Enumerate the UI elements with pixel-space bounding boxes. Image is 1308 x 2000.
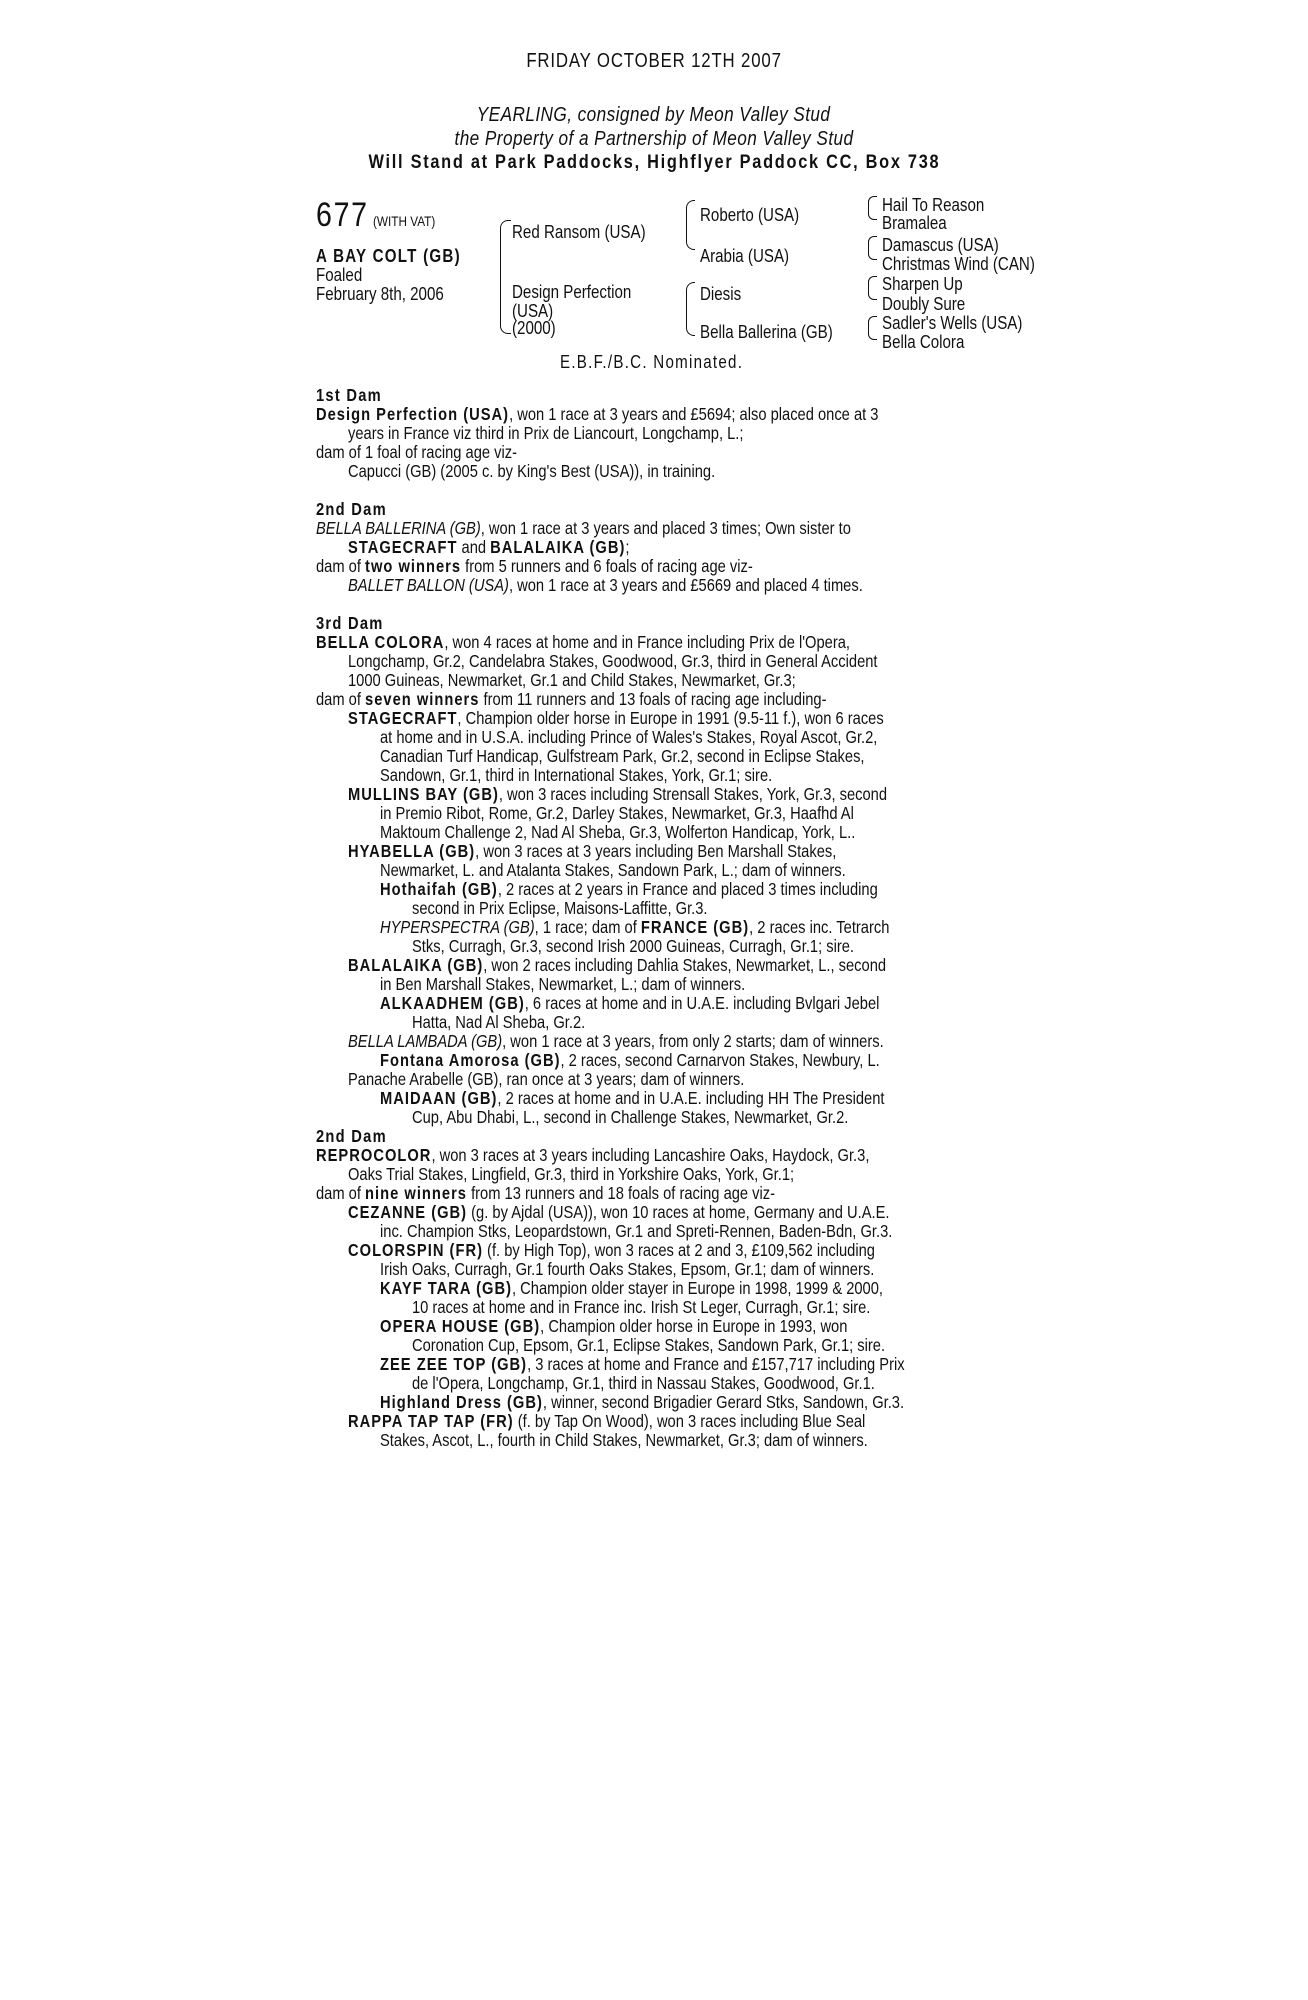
pedigree-brace-7 (868, 316, 877, 340)
pedigree-g8: Bella Colora (882, 332, 965, 352)
text-line: de l'Opera, Longchamp, Gr.1, third in Nassau Stakes, Goodwood, Gr.1. (412, 1373, 875, 1393)
text-line: dam of two winners from 5 runners and 6 foals of racing age viz- (316, 556, 753, 576)
text-line: OPERA HOUSE (GB), Champion older horse in Europe in 1993, won (380, 1316, 848, 1336)
text-line: Cup, Abu Dhabi, L., second in Challenge Stakes, Newmarket, Gr.2. (412, 1107, 849, 1127)
pedigree-brace-4 (868, 196, 877, 220)
text-line: REPROCOLOR, won 3 races at 3 years including Lancashire Oaks, Haydock, Gr.3, (316, 1145, 870, 1165)
text-line: years in France viz third in Prix de Liancourt, Longchamp, L.; (348, 423, 744, 443)
text-line: Hothaifah (GB), 2 races at 2 years in France and placed 3 times including (380, 879, 878, 899)
text-line: Irish Oaks, Curragh, Gr.1 fourth Oaks Stakes, Epsom, Gr.1; dam of winners. (380, 1259, 875, 1279)
vat-note: (WITH VAT) (373, 213, 436, 229)
text-line: 10 races at home and in France inc. Irish St Leger, Curragh, Gr.1; sire. (412, 1297, 871, 1317)
text-line: ZEE ZEE TOP (GB), 3 races at home and France and £157,717 including Prix (380, 1354, 905, 1374)
text-line: dam of 1 foal of racing age viz- (316, 442, 518, 462)
text-line: KAYF TARA (GB), Champion older stayer in Europe in 1998, 1999 & 2000, (380, 1278, 884, 1298)
text-line: Longchamp, Gr.2, Candelabra Stakes, Goodwood, Gr.3, third in General Accident (348, 651, 878, 671)
pedigree-brace-3 (686, 282, 695, 336)
pedigree-g4: Christmas Wind (CAN) (882, 254, 1035, 274)
text-line: in Ben Marshall Stakes, Newmarket, L.; dam of winners. (380, 974, 746, 994)
text-line: Newmarket, L. and Atalanta Stakes, Sandown Park, L.; dam of winners. (380, 860, 846, 880)
pedigree-g2: Bramalea (882, 213, 947, 233)
lot-number: 677 (316, 196, 369, 234)
text-line: at home and in U.S.A. including Prince of Wales's Stakes, Royal Ascot, Gr.2, (380, 727, 878, 747)
pedigree-dam-sire: Diesis (700, 284, 742, 304)
pedigree-g3: Damascus (USA) (882, 235, 999, 255)
stand-location: Will Stand at Park Paddocks, Highflyer Paddock CC, Box 738 (368, 152, 940, 173)
text-line: Canadian Turf Handicap, Gulfstream Park, Gr.2, second in Eclipse Stakes, (380, 746, 865, 766)
text-line: BALLET BALLON (USA), won 1 race at 3 years and £5669 and placed 4 times. (348, 575, 863, 595)
text-line: HYABELLA (GB), won 3 races at 3 years including Ben Marshall Stakes, (348, 841, 837, 861)
text-line: second in Prix Eclipse, Maisons-Laffitte, Gr.3. (412, 898, 708, 918)
pedigree-brace-6 (868, 276, 877, 300)
text-line: Panache Arabelle (GB), ran once at 3 years; dam of winners. (348, 1069, 745, 1089)
foaled-date: February 8th, 2006 (316, 284, 444, 304)
catalogue-text (316, 386, 1176, 1450)
pedigree-g7: Sadler's Wells (USA) (882, 313, 1023, 333)
text-line: CEZANNE (GB) (g. by Ajdal (USA)), won 10 races at home, Germany and U.A.E. (348, 1202, 890, 1222)
pedigree-g6: Doubly Sure (882, 294, 966, 314)
nomination-note: E.B.F./B.C. Nominated. (560, 352, 744, 372)
consignor-line: YEARLING, consigned by Meon Valley Stud (477, 104, 831, 126)
pedigree-g5: Sharpen Up (882, 274, 963, 294)
lot-number-block (316, 196, 447, 235)
text-line: Stks, Curragh, Gr.3, second Irish 2000 Guineas, Curragh, Gr.1; sire. (412, 936, 855, 956)
text-line: 3rd Dam (316, 613, 384, 633)
pedigree-brace-5 (868, 236, 877, 260)
text-line: MULLINS BAY (GB), won 3 races including Strensall Stakes, York, Gr.3, second (348, 784, 888, 804)
text-line: MAIDAAN (GB), 2 races at home and in U.A.E. including HH The President (380, 1088, 885, 1108)
text-line: BELLA COLORA, won 4 races at home and in France including Prix de l'Opera, (316, 632, 850, 652)
text-line: Hatta, Nad Al Sheba, Gr.2. (412, 1012, 586, 1032)
text-line: Sandown, Gr.1, third in International Stakes, York, Gr.1; sire. (380, 765, 773, 785)
pedigree-dam-dam: Bella Ballerina (GB) (700, 322, 833, 342)
text-line: HYPERSPECTRA (GB), 1 race; dam of FRANCE (GB), 2 races inc. Tetrarch (380, 917, 890, 937)
page-date: FRIDAY OCTOBER 12TH 2007 (526, 50, 782, 72)
pedigree-sire: Red Ransom (USA) (512, 222, 646, 242)
text-line: Highland Dress (GB), winner, second Brigadier Gerard Stks, Sandown, Gr.3. (380, 1392, 905, 1412)
property-line: the Property of a Partnership of Meon Valley Stud (454, 128, 854, 150)
pedigree-brace-2 (686, 200, 695, 250)
pedigree-dam-1: Design Perfection (512, 282, 632, 302)
text-line: STAGECRAFT, Champion older horse in Europe in 1991 (9.5-11 f.), won 6 races (348, 708, 884, 728)
text-line: 1st Dam (316, 385, 383, 405)
text-line: Stakes, Ascot, L., fourth in Child Stakes, Newmarket, Gr.3; dam of winners. (380, 1430, 868, 1450)
text-line: Fontana Amorosa (GB), 2 races, second Carnarvon Stakes, Newbury, L. (380, 1050, 880, 1070)
text-line: 2nd Dam (316, 499, 387, 519)
text-line: RAPPA TAP TAP (FR) (f. by Tap On Wood), won 3 races including Blue Seal (348, 1411, 866, 1431)
text-line: 2nd Dam (316, 1126, 387, 1146)
text-line: in Premio Ribot, Rome, Gr.2, Darley Stakes, Newmarket, Gr.3, Haafhd Al (380, 803, 854, 823)
pedigree-dam-2: (USA) (512, 301, 554, 321)
text-line: Design Perfection (USA), won 1 race at 3 years and £5694; also placed once at 3 (316, 404, 879, 424)
text-line: Capucci (GB) (2005 c. by King's Best (USA)), in training. (348, 461, 716, 481)
foaled-label: Foaled (316, 265, 363, 285)
text-line: inc. Champion Stks, Leopardstown, Gr.1 and Spreti-Rennen, Baden-Bdn, Gr.3. (380, 1221, 893, 1241)
text-line: dam of seven winners from 11 runners and 13 foals of racing age including- (316, 689, 827, 709)
text-line: ALKAADHEM (GB), 6 races at home and in U.A.E. including Bvlgari Jebel (380, 993, 880, 1013)
pedigree-dam-3: (2000) (512, 318, 556, 338)
text-line: Oaks Trial Stakes, Lingfield, Gr.3, third in Yorkshire Oaks, York, Gr.1; (348, 1164, 795, 1184)
text-line: STAGECRAFT and BALALAIKA (GB); (348, 537, 630, 557)
text-line: BELLA BALLERINA (GB), won 1 race at 3 years and placed 3 times; Own sister to (316, 518, 851, 538)
pedigree-sire-sire: Roberto (USA) (700, 205, 800, 225)
pedigree-brace-1 (500, 220, 511, 334)
text-line: 1000 Guineas, Newmarket, Gr.1 and Child Stakes, Newmarket, Gr.3; (348, 670, 796, 690)
text-line: Coronation Cup, Epsom, Gr.1, Eclipse Stakes, Sandown Park, Gr.1; sire. (412, 1335, 886, 1355)
text-line: BELLA LAMBADA (GB), won 1 race at 3 years, from only 2 starts; dam of winners. (348, 1031, 884, 1051)
pedigree-sire-dam: Arabia (USA) (700, 246, 790, 266)
text-line: dam of nine winners from 13 runners and 18 foals of racing age viz- (316, 1183, 776, 1203)
text-line: Maktoum Challenge 2, Nad Al Sheba, Gr.3, Wolferton Handicap, York, L.. (380, 822, 856, 842)
lot-description: A BAY COLT (GB) (316, 246, 461, 266)
text-line: COLORSPIN (FR) (f. by High Top), won 3 races at 2 and 3, £109,562 including (348, 1240, 875, 1260)
text-line: BALALAIKA (GB), won 2 races including Dahlia Stakes, Newmarket, L., second (348, 955, 887, 975)
pedigree-g1: Hail To Reason (882, 195, 985, 215)
